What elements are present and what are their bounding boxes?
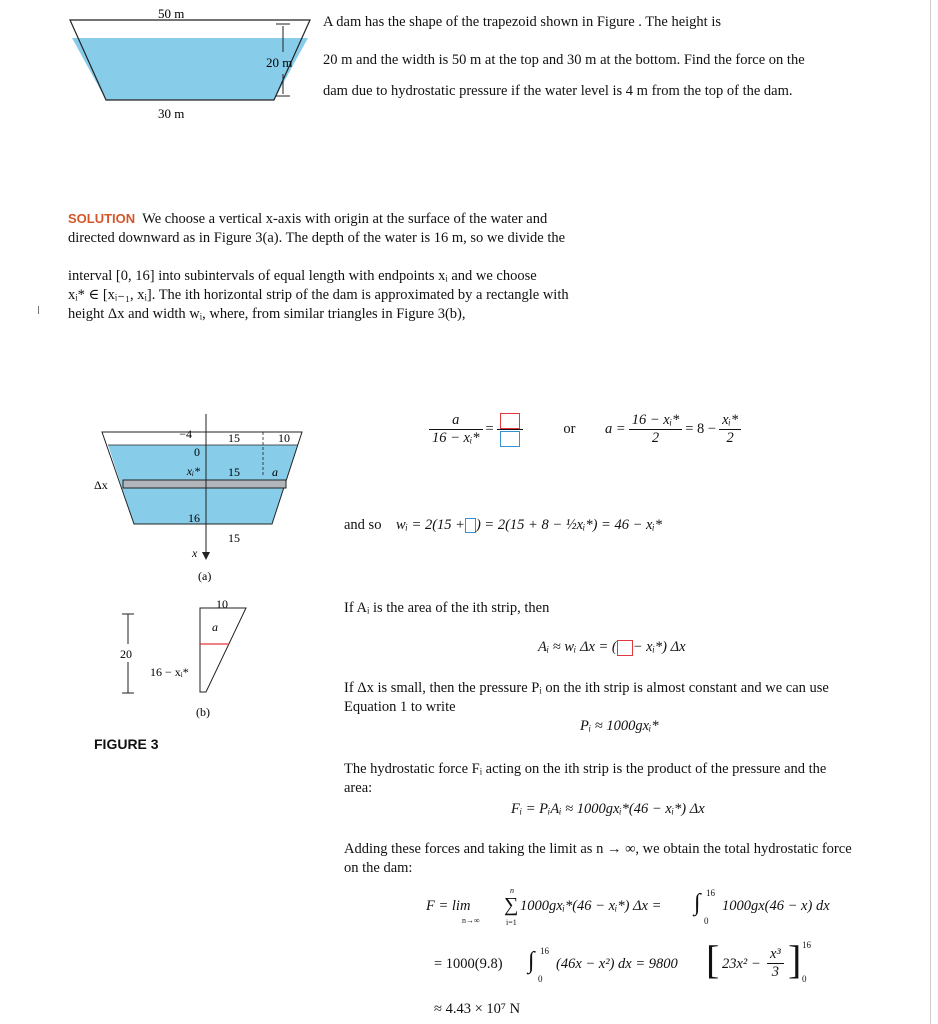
adding-intro-2: on the dam: xyxy=(344,860,413,876)
height-label: 20 m xyxy=(266,55,293,70)
label-a: a xyxy=(272,465,278,479)
label-16: 16 xyxy=(188,511,200,525)
pressure-equation: Pᵢ ≈ 1000gxᵢ* xyxy=(580,718,659,734)
problem-line-2: 20 m and the width is 50 m at the top and 30 m at the bottom. Find the force on the xyxy=(323,52,805,68)
triangle xyxy=(200,608,246,692)
problem-line-1: A dam has the shape of the trapezoid shown in Figure . The height is xyxy=(323,14,721,30)
adding-intro-1: Adding these forces and taking the limit as n → ∞, we obtain the total hydrostatic force xyxy=(344,841,852,857)
pressure-intro-1: If Δx is small, then the pressure Pᵢ on the ith strip is almost constant and we can use xyxy=(344,680,829,696)
fraction-xi-over-2: $\frac{\text{xᵢ*}}{2}$ xyxy=(719,412,741,447)
label-15-bottom: 15 xyxy=(228,531,240,545)
fraction-x3-over-3: x³ 3 xyxy=(767,946,784,981)
margin-mark xyxy=(38,306,39,314)
solution-line-1: SOLUTION We choose a vertical x-axis with origin at the surface of the water and xyxy=(68,211,548,227)
force-equation: Fᵢ = PᵢAᵢ ≈ 1000gxᵢ*(46 − xᵢ*) Δx xyxy=(511,801,705,817)
label-zero: 0 xyxy=(194,445,200,459)
solution-label: SOLUTION xyxy=(68,211,136,226)
figure-caption: FIGURE 3 xyxy=(94,736,159,752)
label-neg4: −4 xyxy=(179,427,192,441)
force-intro-2: area: xyxy=(344,780,373,796)
blue-box xyxy=(500,431,520,447)
left-bracket: [ xyxy=(706,937,720,982)
label-xi: xᵢ* xyxy=(186,464,200,478)
pressure-intro-2: Equation 1 to write xyxy=(344,699,456,715)
solution-line-4: xᵢ* ∈ [xᵢ₋₁, xᵢ]. The ith horizontal strip of the dam is approximated by a rectangle with xyxy=(68,287,569,303)
solution-line-2: directed downward as in Figure 3(a). The depth of the water is 16 m, so we divide the xyxy=(68,230,566,246)
problem-line-3: dam due to hydrostatic pressure if the water level is 4 m from the top of the dam. xyxy=(323,83,793,99)
area-intro: If Aᵢ is the area of the ith strip, then xyxy=(344,600,550,616)
label-10: 10 xyxy=(278,431,290,445)
evaluation-equation: = 1000(9.8) ∫ 16 0 (46x − x²) dx = 9800 [ 23x² − x³ 3 ] 16 0 xyxy=(434,937,811,984)
force-intro-1: The hydrostatic force Fᵢ acting on the ith strip is the product of the pressure and the xyxy=(344,761,827,777)
x-axis-arrow xyxy=(202,552,210,560)
width-equation: and so wᵢ = 2(15 + ) = 2(15 + 8 − ½xᵢ*) = 46 − xᵢ* xyxy=(344,517,662,533)
solution-line-3: interval [0, 16] into subintervals of equal length with endpoints xᵢ and we choose xyxy=(68,268,537,284)
bottom-width-label: 30 m xyxy=(158,106,185,121)
label-b-caption: (b) xyxy=(196,705,210,719)
horizontal-strip xyxy=(123,480,286,488)
label-10: 10 xyxy=(216,597,228,611)
label-15-top: 15 xyxy=(228,431,240,445)
label-a-caption: (a) xyxy=(198,569,212,583)
label-a: a xyxy=(212,620,218,634)
label-x: x xyxy=(192,546,198,560)
solution-line-5: height Δx and width wᵢ, where, from similar triangles in Figure 3(b), xyxy=(68,306,466,322)
label-dx: Δx xyxy=(94,478,108,492)
result: ≈ 4.43 × 10⁷ N xyxy=(434,1001,521,1017)
sum-symbol: ∑ xyxy=(504,894,519,916)
figure-3b xyxy=(110,596,280,721)
fraction-boxes xyxy=(497,412,523,447)
red-box-small xyxy=(617,640,633,656)
label-16-minus-xi: 16 − xᵢ* xyxy=(150,665,189,679)
figure-3a xyxy=(88,412,303,587)
fraction-16-minus-xi-over-2: $\frac{\text{16 − xᵢ*}}{2}$ xyxy=(629,412,683,447)
top-width-label: 50 m xyxy=(158,6,185,21)
integral-symbol: ∫ xyxy=(528,948,535,974)
red-box xyxy=(500,413,520,429)
page-edge xyxy=(930,0,931,1024)
fraction-a-over-16: $\frac{a}{\text{16 − xᵢ*}}$ xyxy=(429,412,483,447)
area-equation: Aᵢ ≈ wᵢ Δx = ( − xᵢ*) Δx xyxy=(538,639,686,655)
label-15-mid: 15 xyxy=(228,465,240,479)
label-20: 20 xyxy=(120,647,132,661)
blue-box-small xyxy=(465,518,476,533)
similar-triangles-equation: $\frac{a}{\text{16 − xᵢ*}}$ = or a = $\frac{\text{16 − xᵢ*}}{2}$ = 8 − $\frac{\text{xᵢ*}}{2}$ xyxy=(426,412,744,447)
right-bracket: ] xyxy=(788,937,802,982)
dam-trapezoid-figure xyxy=(60,0,320,125)
integral-symbol: ∫ xyxy=(694,890,701,916)
